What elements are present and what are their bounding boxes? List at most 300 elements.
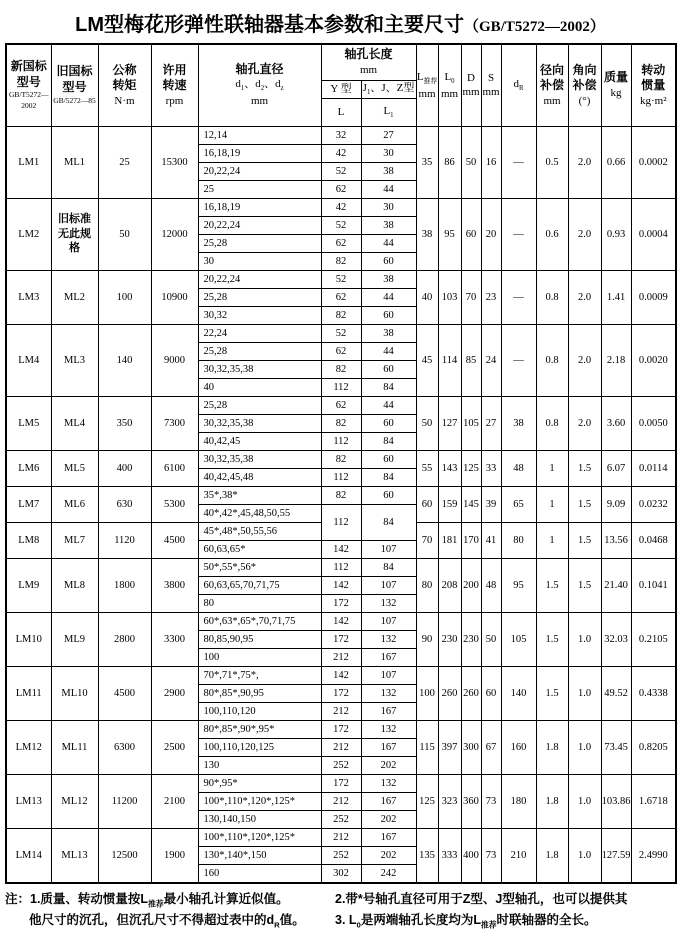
cell-bore-diameter: 22,24 — [198, 324, 321, 342]
cell-length-L1: 27 — [361, 126, 416, 144]
cell-L0: 230 — [438, 612, 461, 666]
cell-L0: 208 — [438, 558, 461, 612]
cell-length-L1: 30 — [361, 144, 416, 162]
cell-torque: 12500 — [98, 828, 151, 883]
cell-mass: 3.60 — [601, 396, 631, 450]
cell-dR: — — [501, 324, 536, 396]
cell-radial-compensation: 1 — [536, 522, 568, 558]
cell-radial-compensation: 0.5 — [536, 126, 568, 198]
cell-model-old: ML6 — [51, 486, 98, 522]
cell-mass: 13.56 — [601, 522, 631, 558]
table-row — [6, 774, 676, 792]
cell-speed: 2900 — [151, 666, 198, 720]
cell-inertia: 0.0050 — [631, 396, 676, 450]
cell-dR: 140 — [501, 666, 536, 720]
title-standard: （GB/T5272—2002） — [464, 19, 605, 35]
cell-model-old: ML11 — [51, 720, 98, 774]
cell-speed: 4500 — [151, 522, 198, 558]
table-row — [6, 324, 676, 342]
cell-model-new: LM10 — [6, 612, 51, 666]
header-line: $d_1$、$d_2$、$d_z$ — [235, 78, 284, 93]
header-line: $L_0$ — [444, 70, 455, 85]
cell-length-L1: 60 — [361, 252, 416, 270]
cell-length-L: 82 — [321, 414, 361, 432]
cell-length-L: 172 — [321, 594, 361, 612]
cell-length-L1: 84 — [361, 468, 416, 486]
cell-length-L: 112 — [321, 378, 361, 396]
cell-model-old: 旧标准无此规格 — [51, 198, 98, 270]
cell-torque: 1120 — [98, 522, 151, 558]
cell-L0: 260 — [438, 666, 461, 720]
header-line: 轴孔直径 — [235, 61, 284, 76]
cell-model-new: LM2 — [6, 198, 51, 270]
header-line: 新国标 — [10, 59, 47, 74]
cell-bore-diameter: 80,85,90,95 — [198, 630, 321, 648]
cell-length-L: 62 — [321, 180, 361, 198]
cell-dR: 65 — [501, 486, 536, 522]
cell-D: 125 — [461, 450, 481, 486]
cell-S: 50 — [481, 612, 501, 666]
cell-length-L: 42 — [321, 144, 361, 162]
cell-bore-diameter: 80 — [198, 594, 321, 612]
header-L1 — [361, 98, 416, 126]
cell-length-L1: 38 — [361, 216, 416, 234]
cell-inertia: 0.2105 — [631, 612, 676, 666]
cell-length-L: 52 — [321, 324, 361, 342]
cell-speed: 1900 — [151, 828, 198, 883]
cell-D: 85 — [461, 324, 481, 396]
cell-inertia: 0.4338 — [631, 666, 676, 720]
header-line: 轴孔长度 — [344, 47, 393, 62]
cell-mass: 32.03 — [601, 612, 631, 666]
header-line: mm — [462, 86, 480, 99]
cell-bore-diameter: 100,110,120,125 — [198, 738, 321, 756]
cell-length-L: 172 — [321, 630, 361, 648]
cell-L0: 95 — [438, 198, 461, 270]
cell-torque: 25 — [98, 126, 151, 198]
cell-model-old: ML2 — [51, 270, 98, 324]
cell-length-L: 52 — [321, 216, 361, 234]
cell-length-L1: 44 — [361, 288, 416, 306]
cell-inertia: 0.0009 — [631, 270, 676, 324]
cell-model-new: LM6 — [6, 450, 51, 486]
header-D — [461, 44, 481, 126]
cell-radial-compensation: 1.8 — [536, 774, 568, 828]
cell-torque: 50 — [98, 198, 151, 270]
notes — [5, 891, 675, 934]
table-row — [6, 558, 676, 576]
cell-D: 60 — [461, 198, 481, 270]
cell-D: 170 — [461, 522, 481, 558]
cell-model-new: LM13 — [6, 774, 51, 828]
cell-length-L: 212 — [321, 738, 361, 756]
cell-mass: 9.09 — [601, 486, 631, 522]
header-y-type — [321, 80, 361, 98]
cell-length-L: 302 — [321, 864, 361, 883]
table-row — [6, 612, 676, 630]
cell-speed: 2500 — [151, 720, 198, 774]
cell-length-L: 52 — [321, 270, 361, 288]
cell-angular-compensation: 1.5 — [568, 450, 601, 486]
header-angular-compensation — [568, 44, 601, 126]
header-inertia — [631, 44, 676, 126]
header-line: 型号 — [62, 80, 87, 95]
cell-model-new: LM8 — [6, 522, 51, 558]
header-line: $L_{推荐}$ — [416, 70, 438, 85]
cell-L-recommended: 60 — [416, 486, 438, 522]
cell-radial-compensation: 1.5 — [536, 666, 568, 720]
cell-length-L: 212 — [321, 648, 361, 666]
cell-L-recommended: 100 — [416, 666, 438, 720]
cell-model-old: ML8 — [51, 558, 98, 612]
cell-S: 60 — [481, 666, 501, 720]
cell-radial-compensation: 1.5 — [536, 558, 568, 612]
cell-S: 20 — [481, 198, 501, 270]
header-S — [481, 44, 501, 126]
cell-model-new: LM11 — [6, 666, 51, 720]
cell-radial-compensation: 0.8 — [536, 324, 568, 396]
cell-angular-compensation: 1.5 — [568, 522, 601, 558]
cell-S: 33 — [481, 450, 501, 486]
cell-length-L1: 60 — [361, 486, 416, 504]
cell-inertia: 0.1041 — [631, 558, 676, 612]
cell-length-L1: 60 — [361, 360, 416, 378]
cell-model-new: LM9 — [6, 558, 51, 612]
cell-length-L: 112 — [321, 432, 361, 450]
header-line: rpm — [165, 94, 184, 107]
table-row — [6, 396, 676, 414]
cell-length-L: 82 — [321, 252, 361, 270]
cell-length-L: 62 — [321, 342, 361, 360]
cell-speed: 7300 — [151, 396, 198, 450]
cell-S: 73 — [481, 774, 501, 828]
cell-dR: — — [501, 270, 536, 324]
header-line: mm — [482, 86, 500, 99]
cell-length-L: 42 — [321, 198, 361, 216]
cell-angular-compensation: 2.0 — [568, 324, 601, 396]
header-line: (°) — [578, 94, 591, 107]
table-header — [6, 44, 676, 126]
cell-bore-diameter: 30,32 — [198, 306, 321, 324]
cell-length-L: 82 — [321, 450, 361, 468]
cell-angular-compensation: 1.5 — [568, 486, 601, 522]
cell-bore-diameter: 100,110,120 — [198, 702, 321, 720]
cell-angular-compensation: 2.0 — [568, 198, 601, 270]
header-line: N·m — [114, 94, 135, 107]
cell-model-old: ML1 — [51, 126, 98, 198]
cell-L0: 127 — [438, 396, 461, 450]
cell-length-L: 62 — [321, 396, 361, 414]
cell-S: 67 — [481, 720, 501, 774]
header-line: L — [337, 105, 345, 118]
cell-length-L: 212 — [321, 702, 361, 720]
cell-angular-compensation: 2.0 — [568, 270, 601, 324]
note-line-1-left: 注：1.质量、转动惯量按$L_{推荐}$最小轴孔计算近似值。 — [5, 891, 289, 909]
cell-length-L: 52 — [321, 162, 361, 180]
cell-radial-compensation: 1 — [536, 486, 568, 522]
cell-model-new: LM1 — [6, 126, 51, 198]
cell-inertia: 2.4990 — [631, 828, 676, 883]
cell-speed: 5300 — [151, 486, 198, 522]
table-row — [6, 198, 676, 216]
cell-length-L1: 132 — [361, 594, 416, 612]
cell-length-L1: 107 — [361, 612, 416, 630]
cell-length-L1: 38 — [361, 270, 416, 288]
cell-mass: 1.41 — [601, 270, 631, 324]
cell-bore-diameter: 40 — [198, 378, 321, 396]
cell-D: 145 — [461, 486, 481, 522]
cell-radial-compensation: 1.5 — [536, 612, 568, 666]
note-line-1-right: 2.带*号轴孔直径可用于Z型、J型轴孔，也可以提供其 — [335, 891, 628, 906]
cell-length-L1: 44 — [361, 234, 416, 252]
cell-bore-diameter: 16,18,19 — [198, 144, 321, 162]
header-radial-compensation — [536, 44, 568, 126]
header-line: $J_1$、J、Z型 — [362, 81, 415, 96]
cell-L-recommended: 40 — [416, 270, 438, 324]
cell-L-recommended: 70 — [416, 522, 438, 558]
cell-model-old: ML7 — [51, 522, 98, 558]
cell-length-L: 62 — [321, 234, 361, 252]
header-line: 补偿 — [572, 78, 597, 93]
cell-length-L: 112 — [321, 558, 361, 576]
table-body — [6, 126, 676, 883]
cell-dR: 80 — [501, 522, 536, 558]
cell-length-L1: 44 — [361, 396, 416, 414]
cell-L-recommended: 55 — [416, 450, 438, 486]
cell-D: 300 — [461, 720, 481, 774]
cell-length-L1: 107 — [361, 576, 416, 594]
cell-model-new: LM4 — [6, 324, 51, 396]
cell-angular-compensation: 1.0 — [568, 720, 601, 774]
header-line: 转动 — [641, 62, 666, 77]
cell-model-new: LM14 — [6, 828, 51, 883]
cell-length-L1: 167 — [361, 702, 416, 720]
cell-S: 48 — [481, 558, 501, 612]
cell-radial-compensation: 1.8 — [536, 828, 568, 883]
note-line-2-left: 他尺寸的沉孔，但沉孔尺寸不得超过表中的$d_R$值。 — [29, 913, 305, 930]
header-jz-type — [361, 80, 416, 98]
cell-speed: 6100 — [151, 450, 198, 486]
header-row-1 — [6, 44, 676, 80]
cell-length-L1: 167 — [361, 792, 416, 810]
cell-torque: 140 — [98, 324, 151, 396]
cell-model-old: ML12 — [51, 774, 98, 828]
table-row — [6, 126, 676, 144]
cell-length-L1: 60 — [361, 414, 416, 432]
cell-dR: 160 — [501, 720, 536, 774]
spec-table — [5, 43, 677, 884]
cell-dR: 38 — [501, 396, 536, 450]
cell-inertia: 0.0004 — [631, 198, 676, 270]
header-bore-length — [321, 44, 416, 80]
header-line: D — [467, 71, 475, 84]
cell-bore-diameter: 25,28 — [198, 396, 321, 414]
cell-mass: 0.66 — [601, 126, 631, 198]
cell-torque: 630 — [98, 486, 151, 522]
cell-bore-diameter: 25,28 — [198, 342, 321, 360]
cell-inertia: 0.0002 — [631, 126, 676, 198]
cell-torque: 11200 — [98, 774, 151, 828]
cell-dR: 48 — [501, 450, 536, 486]
cell-bore-diameter: 100*,110*,120*,125* — [198, 792, 321, 810]
cell-bore-diameter: 25 — [198, 180, 321, 198]
cell-D: 105 — [461, 396, 481, 450]
cell-L-recommended: 125 — [416, 774, 438, 828]
cell-bore-diameter: 20,22,24 — [198, 270, 321, 288]
cell-length-L: 142 — [321, 612, 361, 630]
cell-mass: 2.18 — [601, 324, 631, 396]
cell-L0: 397 — [438, 720, 461, 774]
cell-bore-diameter: 25,28 — [198, 234, 321, 252]
cell-radial-compensation: 0.8 — [536, 270, 568, 324]
cell-S: 16 — [481, 126, 501, 198]
cell-dR: 105 — [501, 612, 536, 666]
cell-radial-compensation: 1 — [536, 450, 568, 486]
header-bore-diameter — [198, 44, 321, 126]
cell-length-L: 252 — [321, 756, 361, 774]
cell-torque: 2800 — [98, 612, 151, 666]
cell-length-L1: 167 — [361, 828, 416, 846]
cell-length-L1: 107 — [361, 540, 416, 558]
header-line: 型号 — [16, 74, 41, 89]
cell-speed: 3300 — [151, 612, 198, 666]
cell-length-L: 142 — [321, 576, 361, 594]
header-line: $L_1$ — [383, 104, 394, 119]
cell-bore-diameter: 70*,71*,75*, — [198, 666, 321, 684]
cell-length-L1: 38 — [361, 324, 416, 342]
cell-length-L1: 167 — [361, 648, 416, 666]
cell-model-new: LM5 — [6, 396, 51, 450]
cell-model-old: ML3 — [51, 324, 98, 396]
cell-S: 39 — [481, 486, 501, 522]
cell-mass: 103.86 — [601, 774, 631, 828]
header-line: 转速 — [162, 78, 187, 93]
cell-dR: 210 — [501, 828, 536, 883]
cell-length-L1: 60 — [361, 450, 416, 468]
cell-model-old: ML9 — [51, 612, 98, 666]
cell-inertia: 0.8205 — [631, 720, 676, 774]
cell-inertia: 1.6718 — [631, 774, 676, 828]
cell-torque: 400 — [98, 450, 151, 486]
cell-bore-diameter: 100 — [198, 648, 321, 666]
cell-S: 23 — [481, 270, 501, 324]
cell-bore-diameter: 35*,38* — [198, 486, 321, 504]
header-line: 补偿 — [540, 78, 565, 93]
header-line: $d_R$ — [513, 77, 524, 92]
cell-speed: 2100 — [151, 774, 198, 828]
cell-L0: 86 — [438, 126, 461, 198]
cell-length-L1: 167 — [361, 738, 416, 756]
cell-length-L: 112 — [321, 504, 361, 540]
cell-bore-diameter: 30 — [198, 252, 321, 270]
cell-bore-diameter: 60*,63*,65*,70,71,75 — [198, 612, 321, 630]
cell-bore-diameter: 60,63,65* — [198, 540, 321, 558]
cell-bore-diameter: 40,42,45,48 — [198, 468, 321, 486]
header-model-new — [6, 44, 51, 126]
cell-model-new: LM7 — [6, 486, 51, 522]
cell-length-L: 172 — [321, 684, 361, 702]
cell-D: 200 — [461, 558, 481, 612]
cell-D: 70 — [461, 270, 481, 324]
cell-bore-diameter: 20,22,24 — [198, 162, 321, 180]
cell-model-old: ML10 — [51, 666, 98, 720]
cell-D: 260 — [461, 666, 481, 720]
header-dR — [501, 44, 536, 126]
cell-L-recommended: 38 — [416, 198, 438, 270]
header-line: mm — [418, 87, 436, 100]
cell-mass: 0.93 — [601, 198, 631, 270]
cell-D: 230 — [461, 612, 481, 666]
table-row — [6, 828, 676, 846]
cell-torque: 6300 — [98, 720, 151, 774]
cell-S: 73 — [481, 828, 501, 883]
cell-L0: 103 — [438, 270, 461, 324]
cell-length-L1: 38 — [361, 162, 416, 180]
header-line: 质量 — [604, 70, 629, 85]
cell-angular-compensation: 1.0 — [568, 774, 601, 828]
cell-bore-diameter: 40*,42*,45,48,50,55 — [198, 504, 321, 522]
header-line: 惯量 — [641, 78, 666, 93]
cell-length-L: 212 — [321, 792, 361, 810]
cell-angular-compensation: 2.0 — [568, 126, 601, 198]
header-line: 转矩 — [112, 78, 137, 93]
cell-mass: 73.45 — [601, 720, 631, 774]
cell-bore-diameter: 130*,140*,150 — [198, 846, 321, 864]
cell-length-L: 212 — [321, 828, 361, 846]
table-row — [6, 450, 676, 468]
cell-mass: 127.59 — [601, 828, 631, 883]
cell-length-L: 252 — [321, 846, 361, 864]
cell-bore-diameter: 30,32,35,38 — [198, 450, 321, 468]
cell-S: 24 — [481, 324, 501, 396]
header-L0 — [438, 44, 461, 126]
cell-L0: 114 — [438, 324, 461, 396]
cell-model-old: ML4 — [51, 396, 98, 450]
cell-length-L1: 84 — [361, 378, 416, 396]
header-model-old — [51, 44, 98, 126]
cell-model-new: LM3 — [6, 270, 51, 324]
cell-bore-diameter: 100*,110*,120*,125* — [198, 828, 321, 846]
header-line: 公称 — [112, 62, 137, 77]
cell-L-recommended: 35 — [416, 126, 438, 198]
cell-inertia: 0.0232 — [631, 486, 676, 522]
cell-length-L1: 44 — [361, 342, 416, 360]
cell-length-L1: 44 — [361, 180, 416, 198]
cell-L0: 181 — [438, 522, 461, 558]
cell-bore-diameter: 30,32,35,38 — [198, 360, 321, 378]
cell-bore-diameter: 80*,85*,90,95 — [198, 684, 321, 702]
cell-model-old: ML13 — [51, 828, 98, 883]
header-mass — [601, 44, 631, 126]
cell-bore-diameter: 12,14 — [198, 126, 321, 144]
cell-D: 50 — [461, 126, 481, 198]
cell-bore-diameter: 20,22,24 — [198, 216, 321, 234]
header-L-recommended — [416, 44, 438, 126]
cell-length-L1: 132 — [361, 684, 416, 702]
cell-L-recommended: 80 — [416, 558, 438, 612]
header-line: 旧国标 — [56, 64, 93, 79]
note-line-2-right: 3. $L_0$是两端轴孔长度均为$L_{推荐}$时联轴器的全长。 — [335, 913, 597, 930]
cell-S: 27 — [481, 396, 501, 450]
cell-L0: 333 — [438, 828, 461, 883]
cell-length-L: 172 — [321, 774, 361, 792]
cell-mass: 49.52 — [601, 666, 631, 720]
cell-length-L: 82 — [321, 306, 361, 324]
table-row — [6, 270, 676, 288]
cell-radial-compensation: 0.6 — [536, 198, 568, 270]
cell-mass: 6.07 — [601, 450, 631, 486]
cell-D: 360 — [461, 774, 481, 828]
